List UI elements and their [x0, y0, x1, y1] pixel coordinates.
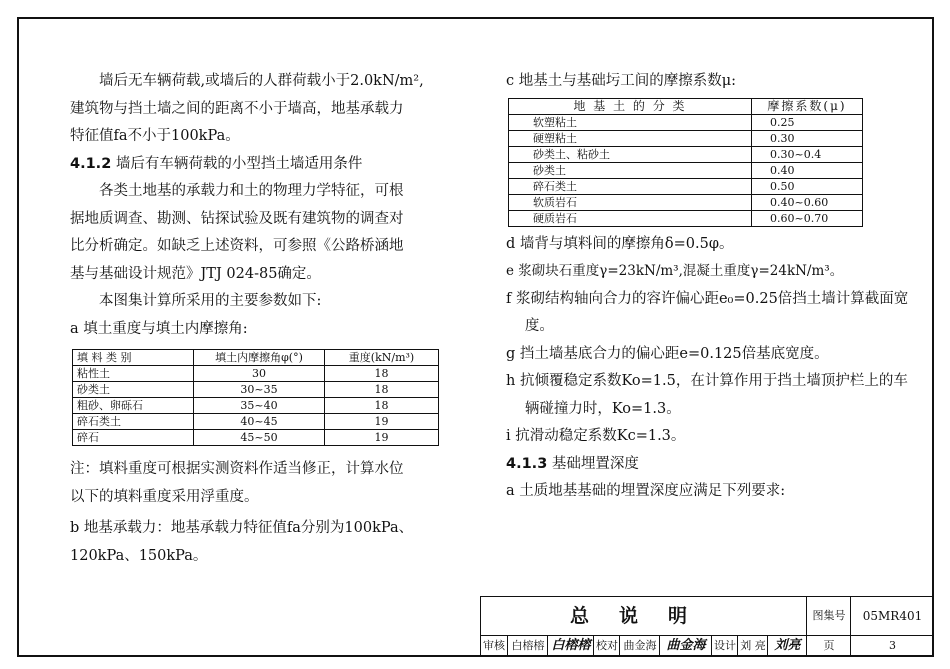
paragraph: 各类土地基的承载力和土的物理力学特征，可根 — [99, 183, 404, 199]
paragraph: 特征值fa不小于100kPa。 — [70, 128, 240, 144]
check-name: 曲金海 — [619, 635, 660, 656]
table-header: 地 基 土 的 分 类 — [509, 98, 752, 114]
item-h: h 抗倾覆稳定系数Ko=1.5，在计算作用于挡土墙顶护栏上的车辆碰撞力时，Ko=1.3。 — [506, 373, 908, 417]
title-row — [481, 597, 932, 636]
table-cell: 碎石类土 — [73, 414, 194, 430]
table-cell: 0.30 — [752, 130, 863, 146]
table-cell: 40~45 — [194, 414, 325, 430]
section-title: 墙后有车辆荷载的小型挡土墙适用条件 — [115, 155, 363, 172]
table-cell: 软塑粘土 — [509, 114, 752, 130]
table-header: 填 料 类 别 — [73, 350, 194, 366]
table-cell: 0.25 — [752, 114, 863, 130]
table-row — [509, 162, 863, 178]
design-signature: 刘亮 — [767, 635, 807, 656]
table-cell: 粘性土 — [73, 366, 194, 382]
table-row — [73, 430, 439, 446]
left-column — [70, 68, 465, 570]
table-row — [509, 194, 863, 210]
design-label: 设计 — [711, 635, 738, 656]
table-cell: 砂类土 — [73, 382, 194, 398]
table-row — [509, 178, 863, 194]
item-e: e 浆砌块石重度γ=23kN/m³,混凝土重度γ=24kN/m³。 — [506, 263, 844, 279]
drawing-title: 总说明 — [569, 605, 717, 627]
table-header: 重度(kN/m³) — [325, 350, 439, 366]
section-number: 4.1.2 — [70, 155, 112, 172]
table-cell: 砂类土、粘砂土 — [509, 146, 752, 162]
table-cell: 软质岩石 — [509, 194, 752, 210]
fill-material-table — [72, 349, 439, 446]
table-header-row — [509, 98, 863, 114]
item-f: f 浆砌结构轴向合力的容许偏心距e₀=0.25倍挡土墙计算截面宽度。 — [506, 290, 909, 334]
table-header-row — [73, 350, 439, 366]
section-number: 4.1.3 — [506, 455, 548, 472]
check-label: 校对 — [593, 635, 620, 656]
table-row — [73, 382, 439, 398]
table-cell: 35~40 — [194, 398, 325, 414]
item-i: i 抗滑动稳定系数Kc=1.3。 — [506, 428, 686, 444]
table-cell: 砂类土 — [509, 162, 752, 178]
table-header: 摩擦系数(μ) — [752, 98, 863, 114]
check-signature: 曲金海 — [659, 635, 712, 656]
table-cell: 硬质岩石 — [509, 210, 752, 226]
atlas-label: 图集号 — [806, 597, 851, 635]
table-cell: 18 — [325, 398, 439, 414]
table-cell: 0.30~0.4 — [752, 146, 863, 162]
table-header: 填土内摩擦角φ(°) — [194, 350, 325, 366]
design-name: 刘 亮 — [737, 635, 768, 656]
section-heading-4-1-2 — [70, 151, 465, 179]
table-cell: 19 — [325, 414, 439, 430]
paragraph: 基与基础设计规范》JTJ 024-85确定。 — [70, 265, 321, 282]
table-row — [509, 114, 863, 130]
table-cell: 粗砂、卵砾石 — [73, 398, 194, 414]
table-cell: 30~35 — [194, 382, 325, 398]
item-d: d 墙背与填料间的摩擦角δ=0.5φ。 — [506, 235, 734, 252]
table-cell: 碎石 — [73, 430, 194, 446]
table-row — [73, 398, 439, 414]
table-cell: 45~50 — [194, 430, 325, 446]
note: 以下的填料重度采用浮重度。 — [70, 488, 259, 505]
table-cell: 30 — [194, 366, 325, 382]
paragraph: 墙后无车辆荷载,或墙后的人群荷载小于2.0kN/m², — [99, 73, 424, 89]
table-row — [73, 414, 439, 430]
section-title: 基础埋置深度 — [551, 455, 639, 472]
table-cell: 18 — [325, 382, 439, 398]
table-cell: 18 — [325, 366, 439, 382]
table-cell: 0.40 — [752, 162, 863, 178]
friction-table — [508, 98, 863, 227]
table-cell: 0.60~0.70 — [752, 210, 863, 226]
page-label: 页 — [806, 635, 851, 656]
item-b-cont: 120kPa、150kPa。 — [70, 547, 208, 564]
paragraph: 比分析确定。如缺乏上述资料，可参照《公路桥涵地 — [70, 238, 404, 254]
note: 注：填料重度可根据实测资料作适当修正，计算水位 — [70, 461, 404, 477]
item-a-depth: a 土质地基基础的埋置深度应满足下列要求: — [506, 483, 786, 499]
table-row — [509, 210, 863, 226]
right-column — [506, 68, 911, 506]
review-label: 审核 — [483, 639, 505, 652]
review-name: 白榕榕 — [507, 635, 548, 656]
table-cell: 碎石类土 — [509, 178, 752, 194]
table-row — [73, 366, 439, 382]
page-number: 3 — [850, 635, 934, 656]
section-heading-4-1-3 — [506, 451, 911, 479]
item-a: a 填土重度与填土内摩擦角: — [70, 320, 248, 337]
item-b: b 地基承载力：地基承载力特征值fa分别为100kPa、 — [70, 520, 414, 536]
table-cell: 硬塑粘土 — [509, 130, 752, 146]
item-c: c 地基土与基础圬工间的摩擦系数μ: — [506, 73, 737, 89]
table-cell: 0.50 — [752, 178, 863, 194]
table-cell: 0.40~0.60 — [752, 194, 863, 210]
table-row — [509, 130, 863, 146]
signature-row — [481, 635, 932, 656]
paragraph: 本图集计算所采用的主要参数如下: — [99, 293, 322, 309]
atlas-number: 05MR401 — [850, 597, 934, 635]
paragraph: 建筑物与挡土墙之间的距离不小于墙高，地基承载力 — [70, 100, 404, 117]
table-row — [509, 146, 863, 162]
item-g: g 挡土墙基底合力的偏心距e=0.125倍基底宽度。 — [506, 345, 829, 362]
paragraph: 据地质调查、勘测、钻探试验及既有建筑物的调查对 — [70, 210, 404, 227]
title-block — [480, 596, 932, 655]
table-cell: 19 — [325, 430, 439, 446]
review-signature: 白榕榕 — [547, 635, 594, 656]
